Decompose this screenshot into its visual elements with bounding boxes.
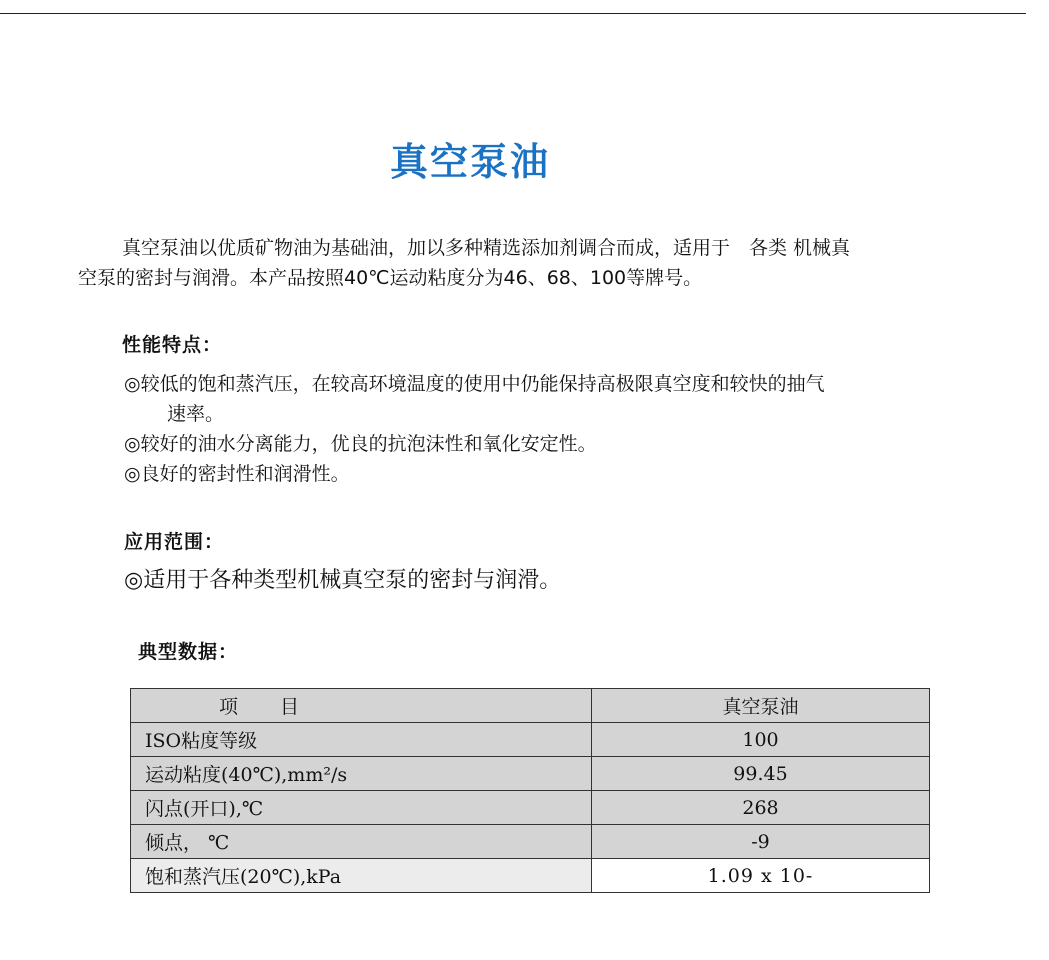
page-title: 真空泵油 [389,140,550,185]
feature-item-1 [124,369,984,429]
application-heading: 应用范围： [124,531,225,553]
row-item: 闪点(开口),℃ [131,791,592,825]
row-value: 268 [592,791,930,825]
row-item: 运动粘度(40℃),mm²/s [131,757,592,791]
intro-line-1: 真空泵油以优质矿物油为基础油，加以多种精选添加剂调合而成，适用于 各类 机械真 [122,237,851,259]
table-row [131,791,930,825]
feature-item-3-text: ◎良好的密封性和润滑性。 [124,463,350,485]
row-item: ISO粘度等级 [131,723,592,757]
top-divider [0,13,1026,14]
row-value-text: 1.09 x 10- [707,864,814,887]
typical-data-table [130,688,930,893]
header-item [131,689,592,723]
header-product: 真空泵油 [592,689,930,723]
table-row [131,723,930,757]
intro-line-2: 空泵的密封与润滑。本产品按照40℃运动粘度分为46、68、100等牌号。 [78,267,703,289]
features-heading: 性能特点： [122,334,223,356]
row-item: 饱和蒸汽压(20℃),kPa [131,859,592,893]
feature-item-3 [124,459,984,489]
feature-item-2-text: ◎较好的油水分离能力，优良的抗泡沫性和氧化安定性。 [124,433,597,455]
typical-data-heading: 典型数据： [138,641,239,663]
row-value [592,859,930,893]
table-row [131,757,930,791]
feature-item-1-line-2: 速率。 [167,403,225,425]
application-text: ◎适用于各种类型机械真空泵的密封与润滑。 [124,568,562,593]
row-value: 100 [592,723,930,757]
row-item: 倾点， ℃ [131,825,592,859]
header-item-char-1: 项 [219,696,241,718]
row-value: 99.45 [592,757,930,791]
header-item-char-2: 目 [280,696,302,718]
table-row [131,825,930,859]
feature-item-1-line-1: ◎较低的饱和蒸汽压，在较高环境温度的使用中仍能保持高极限真空度和较快的抽气 [124,373,825,395]
features-list [124,369,984,489]
feature-item-2 [124,429,984,459]
intro-paragraph [78,233,978,293]
table-header-row [131,689,930,723]
table-row [131,859,930,893]
row-value: -9 [592,825,930,859]
